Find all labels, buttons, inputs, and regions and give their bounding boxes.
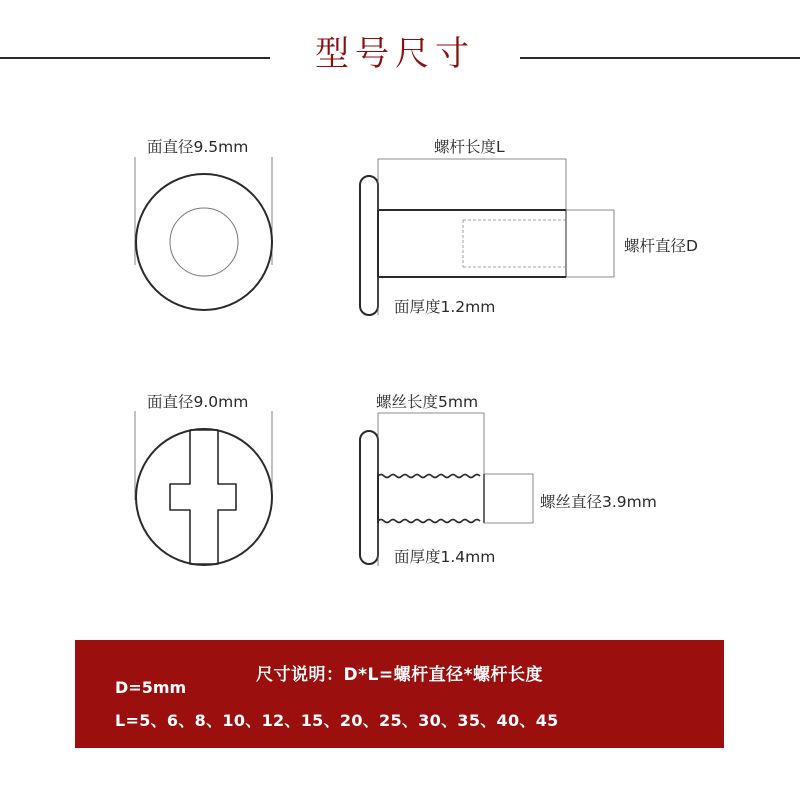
thread-diameter-label: 螺丝直径3.9mm: [540, 493, 657, 511]
male-screw-side-view: [360, 413, 533, 566]
rod-diameter-label: 螺杆直径D: [624, 237, 698, 255]
l-values: L=5、6、8、10、12、15、20、25、30、35、40、45: [115, 711, 559, 730]
thread-length-label: 螺丝长度5mm: [376, 393, 479, 411]
female-screw-side-view: [360, 159, 614, 315]
rod-length-label: 螺杆长度L: [434, 138, 505, 156]
face-thickness-label-2: 面厚度1.4mm: [394, 548, 496, 566]
size-info-title: 尺寸说明：D*L=螺杆直径*螺杆长度: [256, 665, 543, 685]
female-screw-front-view: [135, 157, 272, 310]
size-info-box: [75, 640, 724, 748]
page-title: 型号尺寸: [315, 34, 475, 74]
male-screw-front-view: [135, 411, 272, 565]
face-diameter-label-2: 面直径9.0mm: [147, 393, 249, 411]
face-diameter-label-1: 面直径9.5mm: [147, 138, 249, 156]
d-value: D=5mm: [115, 678, 187, 697]
face-thickness-label-1: 面厚度1.2mm: [394, 298, 496, 316]
